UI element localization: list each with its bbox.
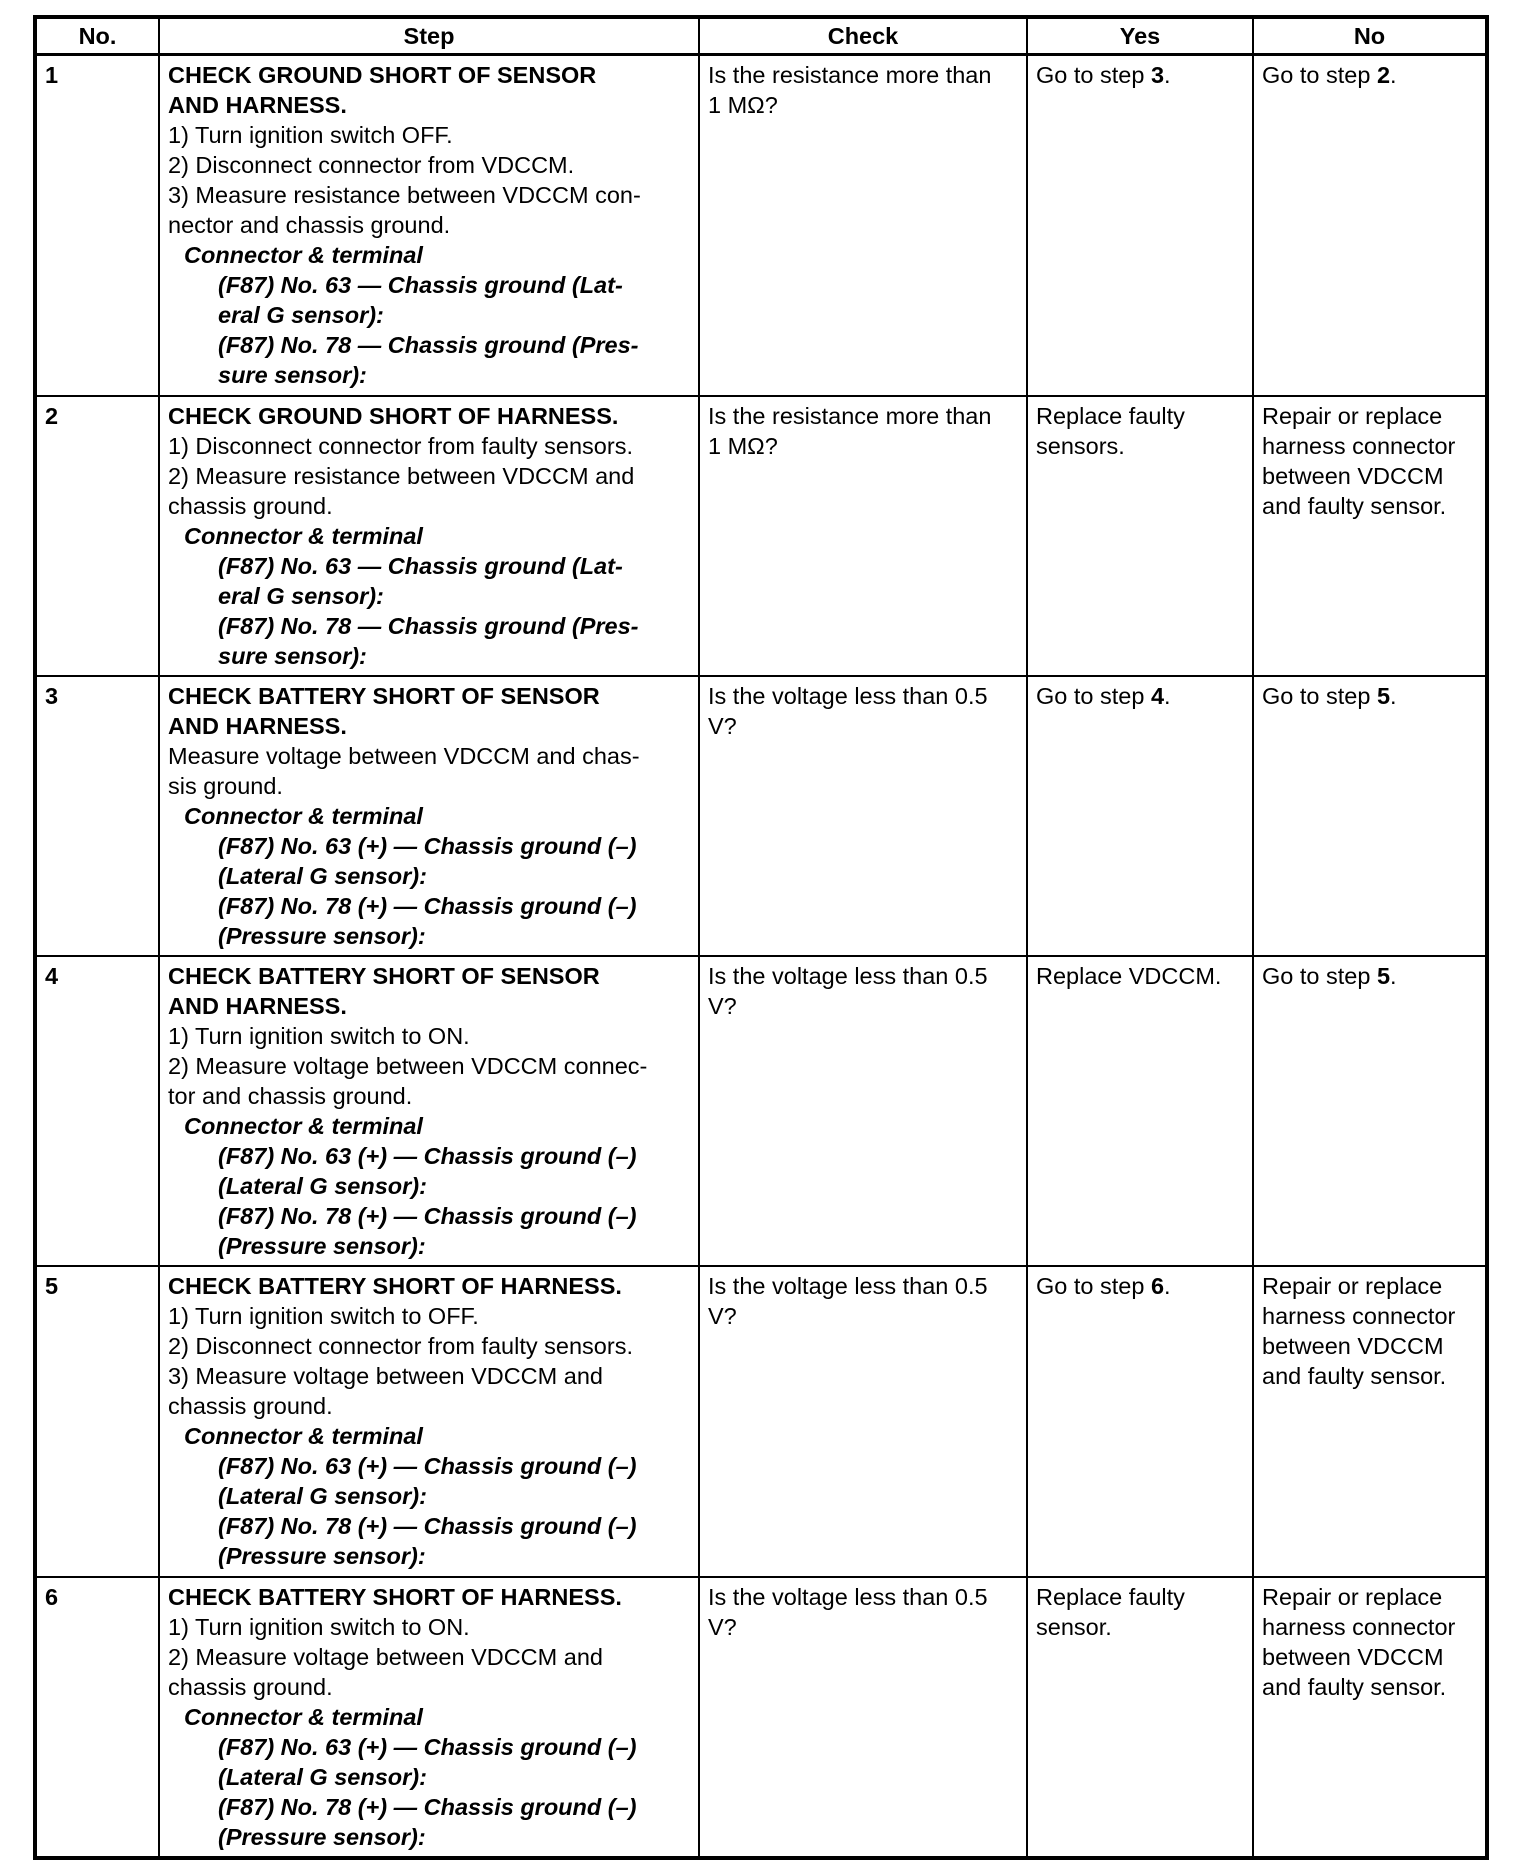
no-text: and faulty sensor. <box>1262 492 1447 519</box>
header-yes: Yes <box>1027 17 1253 55</box>
terminal-spec: (F87) No. 63 (+) — Chassis ground (–) <box>218 1142 637 1169</box>
no-text: harness connector <box>1262 432 1456 459</box>
no-goto <box>1262 681 1477 711</box>
yes-cell <box>1027 676 1253 956</box>
terminal-spec: (F87) No. 63 — Chassis ground (Lat- <box>218 552 623 579</box>
no-period: . <box>1390 62 1397 88</box>
terminal-spec: (F87) No. 78 — Chassis ground (Pres- <box>218 612 639 639</box>
yes-cell <box>1027 55 1253 396</box>
terminal-spec: (F87) No. 63 (+) — Chassis ground (–) <box>218 1733 637 1760</box>
step-instruction: chassis ground. <box>168 1393 333 1420</box>
yes-text: Replace faulty <box>1036 1583 1185 1610</box>
table-row <box>35 1266 1487 1576</box>
no-cell-result <box>1253 1266 1487 1576</box>
yes-text: Go to step <box>1036 62 1151 88</box>
no-step-number: 2 <box>1376 62 1391 88</box>
table-row <box>35 55 1487 396</box>
header-step: Step <box>159 17 699 55</box>
row-number: 5 <box>35 1266 159 1576</box>
connector-terminal-label: Connector & terminal <box>184 522 423 549</box>
step-cell <box>159 676 699 956</box>
step-instruction: 1) Turn ignition switch OFF. <box>168 122 453 148</box>
check-text: Is the voltage less than 0.5 <box>708 682 988 709</box>
step-instruction: 1) Turn ignition switch to ON. <box>168 1022 470 1049</box>
row-number: 1 <box>35 55 159 396</box>
yes-goto <box>1036 60 1244 90</box>
check-cell <box>699 1577 1027 1858</box>
yes-text: sensors. <box>1036 432 1125 459</box>
no-text: and faulty sensor. <box>1262 1673 1447 1700</box>
check-text: V? <box>708 1613 737 1640</box>
step-instruction: 2) Disconnect connector from faulty sensors. <box>168 1333 633 1360</box>
terminal-spec: (Lateral G sensor): <box>218 1172 427 1199</box>
step-cell <box>159 55 699 396</box>
no-text: between VDCCM <box>1262 1333 1444 1360</box>
step-instruction: nector and chassis ground. <box>168 212 451 238</box>
row-number: 6 <box>35 1577 159 1858</box>
table-row <box>35 676 1487 956</box>
step-cell <box>159 1577 699 1858</box>
terminal-spec: (Pressure sensor): <box>218 1823 426 1850</box>
check-cell <box>699 396 1027 676</box>
no-text: harness connector <box>1262 1303 1456 1330</box>
terminal-spec: eral G sensor): <box>218 582 384 609</box>
step-cell <box>159 1266 699 1576</box>
terminal-spec: (Lateral G sensor): <box>218 862 427 889</box>
terminal-spec: (Pressure sensor): <box>218 1232 426 1259</box>
connector-terminal-label: Connector & terminal <box>184 1703 423 1730</box>
terminal-spec: (Pressure sensor): <box>218 1543 426 1570</box>
yes-text: Replace faulty <box>1036 402 1185 429</box>
step-instruction: 2) Measure voltage between VDCCM and <box>168 1643 603 1670</box>
header-no: No. <box>35 17 159 55</box>
step-title: AND HARNESS. <box>168 992 347 1019</box>
no-text: and faulty sensor. <box>1262 1363 1447 1390</box>
terminal-spec: (F87) No. 63 — Chassis ground (Lat- <box>218 272 623 298</box>
step-cell <box>159 396 699 676</box>
header-row <box>35 17 1487 55</box>
yes-goto <box>1036 681 1244 711</box>
check-text: Is the voltage less than 0.5 <box>708 962 988 989</box>
yes-text: sensor. <box>1036 1613 1112 1640</box>
table-row <box>35 1577 1487 1858</box>
step-instruction: 3) Measure voltage between VDCCM and <box>168 1363 603 1390</box>
connector-terminal-label: Connector & terminal <box>184 242 423 268</box>
terminal-spec: (F87) No. 78 (+) — Chassis ground (–) <box>218 892 637 919</box>
diagnostic-table <box>33 15 1489 1860</box>
yes-text: Go to step <box>1036 1273 1151 1300</box>
yes-text: Replace VDCCM. <box>1036 962 1222 989</box>
terminal-spec: (F87) No. 78 (+) — Chassis ground (–) <box>218 1513 637 1540</box>
step-instruction: 2) Measure resistance between VDCCM and <box>168 462 635 489</box>
row-number: 2 <box>35 396 159 676</box>
no-step-number: 5 <box>1376 962 1391 989</box>
step-instruction: 2) Disconnect connector from VDCCM. <box>168 152 575 178</box>
terminal-spec: (Lateral G sensor): <box>218 1763 427 1790</box>
step-instruction: 1) Disconnect connector from faulty sensors. <box>168 432 633 459</box>
check-cell <box>699 1266 1027 1576</box>
yes-period: . <box>1164 62 1171 88</box>
step-title: AND HARNESS. <box>168 92 347 118</box>
step-instruction: 1) Turn ignition switch to ON. <box>168 1613 470 1640</box>
header-check: Check <box>699 17 1027 55</box>
yes-period: . <box>1164 1273 1171 1300</box>
yes-goto <box>1036 1271 1244 1301</box>
no-text: between VDCCM <box>1262 462 1444 489</box>
step-title: CHECK GROUND SHORT OF HARNESS. <box>168 402 619 429</box>
terminal-spec: (F87) No. 78 (+) — Chassis ground (–) <box>218 1202 637 1229</box>
yes-step-number: 6 <box>1150 1273 1165 1300</box>
table-row <box>35 956 1487 1266</box>
no-cell-result <box>1253 396 1487 676</box>
check-text: V? <box>708 712 737 739</box>
connector-terminal-label: Connector & terminal <box>184 802 423 829</box>
terminal-spec: (F87) No. 78 — Chassis ground (Pres- <box>218 332 639 358</box>
terminal-spec: (F87) No. 63 (+) — Chassis ground (–) <box>218 832 637 859</box>
no-text: harness connector <box>1262 1613 1456 1640</box>
no-period: . <box>1390 682 1397 709</box>
no-text: Repair or replace <box>1262 402 1443 429</box>
no-text: Go to step <box>1262 962 1377 989</box>
check-cell <box>699 956 1027 1266</box>
step-instruction: 1) Turn ignition switch to OFF. <box>168 1303 479 1330</box>
step-instruction: 2) Measure voltage between VDCCM connec- <box>168 1052 648 1079</box>
no-text: Repair or replace <box>1262 1273 1443 1300</box>
connector-terminal-label: Connector & terminal <box>184 1112 423 1139</box>
no-goto <box>1262 961 1477 991</box>
yes-step-number: 4 <box>1150 682 1165 709</box>
check-text: Is the voltage less than 0.5 <box>708 1273 988 1300</box>
no-text: Repair or replace <box>1262 1583 1443 1610</box>
no-step-number: 5 <box>1376 682 1391 709</box>
row-number: 3 <box>35 676 159 956</box>
terminal-spec: (F87) No. 78 (+) — Chassis ground (–) <box>218 1793 637 1820</box>
check-text: V? <box>708 992 737 1019</box>
step-title: CHECK GROUND SHORT OF SENSOR <box>168 62 597 88</box>
step-title: CHECK BATTERY SHORT OF SENSOR <box>168 962 600 989</box>
no-cell-result <box>1253 1577 1487 1858</box>
step-instruction: sis ground. <box>168 772 283 799</box>
check-text: Is the voltage less than 0.5 <box>708 1583 988 1610</box>
no-cell-result <box>1253 55 1487 396</box>
step-instruction: chassis ground. <box>168 492 333 519</box>
step-instruction: chassis ground. <box>168 1673 333 1700</box>
yes-cell <box>1027 1577 1253 1858</box>
yes-cell <box>1027 396 1253 676</box>
step-instruction: 3) Measure resistance between VDCCM con- <box>168 182 641 208</box>
no-cell-result <box>1253 676 1487 956</box>
connector-terminal-label: Connector & terminal <box>184 1423 423 1450</box>
step-cell <box>159 956 699 1266</box>
step-title: AND HARNESS. <box>168 712 347 739</box>
step-title: CHECK BATTERY SHORT OF SENSOR <box>168 682 600 709</box>
yes-period: . <box>1164 682 1171 709</box>
check-text: 1 MΩ? <box>708 432 778 459</box>
row-number: 4 <box>35 956 159 1266</box>
terminal-spec: (Lateral G sensor): <box>218 1483 427 1510</box>
check-text: Is the resistance more than <box>708 402 992 429</box>
terminal-spec: sure sensor): <box>218 362 367 388</box>
step-title: CHECK BATTERY SHORT OF HARNESS. <box>168 1583 622 1610</box>
yes-step-number: 3 <box>1150 62 1165 88</box>
no-text: Go to step <box>1262 682 1377 709</box>
terminal-spec: (Pressure sensor): <box>218 922 426 949</box>
step-instruction: Measure voltage between VDCCM and chas- <box>168 742 640 769</box>
step-instruction: tor and chassis ground. <box>168 1082 413 1109</box>
no-goto <box>1262 60 1477 90</box>
terminal-spec: (F87) No. 63 (+) — Chassis ground (–) <box>218 1453 637 1480</box>
step-title: CHECK BATTERY SHORT OF HARNESS. <box>168 1273 622 1300</box>
no-text: Go to step <box>1262 62 1377 88</box>
check-text: 1 MΩ? <box>708 92 778 118</box>
terminal-spec: eral G sensor): <box>218 302 384 328</box>
check-cell <box>699 676 1027 956</box>
header-no-result: No <box>1253 17 1487 55</box>
no-cell-result <box>1253 956 1487 1266</box>
yes-text: Go to step <box>1036 682 1151 709</box>
yes-cell <box>1027 956 1253 1266</box>
no-text: between VDCCM <box>1262 1643 1444 1670</box>
terminal-spec: sure sensor): <box>218 642 367 669</box>
check-text: Is the resistance more than <box>708 62 992 88</box>
yes-cell <box>1027 1266 1253 1576</box>
check-text: V? <box>708 1303 737 1330</box>
table-row <box>35 396 1487 676</box>
no-period: . <box>1390 962 1397 989</box>
check-cell <box>699 55 1027 396</box>
